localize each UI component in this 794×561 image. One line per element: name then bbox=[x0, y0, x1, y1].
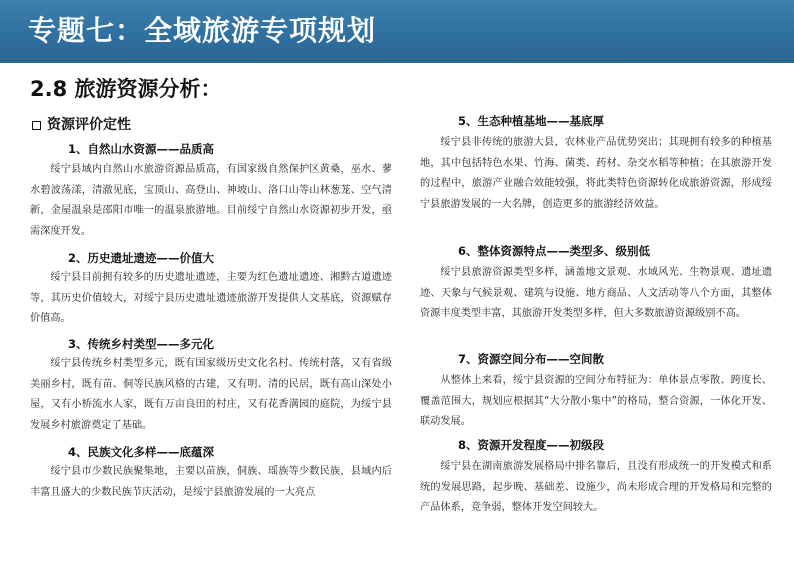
item-text-4: 绥宁县市少数民族聚集地，主要以苗族，侗族、瑶族等少数民族，县域内后丰富且盛大的少数民族节庆活动，是绥宁县旅游发展的一大亮点 bbox=[30, 466, 392, 498]
item-title-7: 7、资源空间分布——空间散 bbox=[458, 352, 605, 366]
item-title-4: 4、民族文化多样——底蕴深 bbox=[68, 445, 215, 459]
header-title: 专题七：全域旅游专项规划 bbox=[28, 14, 377, 47]
item-title-1: 1、自然山水资源——品质高 bbox=[68, 142, 215, 156]
item-text-7: 从整体上来看，绥宁县资源的空间分布特征为：单体景点零散、跨度长、覆盖范围大，规划应根据其“大分散小集中”的格局，整合资源，一体化开发、联动发展。 bbox=[420, 375, 772, 428]
subheading bbox=[32, 115, 131, 135]
header-banner bbox=[0, 0, 794, 63]
item-text-1: 绥宁县域内自然山水旅游资源品质高，有国家级自然保护区黄桑，巫水、蓼水碧波荡漾，清澈见底，宝顶山、高登山、神坡山、洛口山等山林葱茏、空气清新，金屋温泉是邵阳市唯一的温泉旅游地。目前绥宁自然山水资源初步开发，亟需深度开发。 bbox=[30, 164, 392, 237]
item-title-5: 5、生态种植基地——基底厚 bbox=[458, 114, 605, 128]
item-title-3: 3、传统乡村类型——多元化 bbox=[68, 337, 215, 351]
item-text-2: 绥宁县目前拥有较多的历史遗址遗迹，主要为红色遗址遗迹、湘黔古道遗迹等，其历史价值较大，对绥宁县历史遗址遗迹旅游开发提供人文基底，资源赋存价值高。 bbox=[30, 272, 392, 325]
item-text-8: 绥宁县在湖南旅游发展格局中排名靠后，且没有形成统一的开发模式和系统的发展思路，起步晚、基础差、设施少，尚未形成合理的开发格局和完整的产品体系，竞争弱，整体开发空间较大。 bbox=[420, 461, 772, 514]
item-title-2: 2、历史遗址遗迹——价值大 bbox=[68, 251, 215, 265]
item-title-8: 8、资源开发程度——初级段 bbox=[458, 438, 605, 452]
item-text-5: 绥宁县非传统的旅游大县，农林业产品优势突出；其现拥有较多的种植基地，其中包括特色水果、竹海、菌类、药材、杂交水稻等种植；在其旅游开发的过程中，旅游产业融合效能较强，将此类特色资源转化成旅游资源，形成绥宁县旅游发展的一大名牌，创造更多的旅游经济效益。 bbox=[420, 137, 772, 210]
item-title-6: 6、整体资源特点——类型多、级别低 bbox=[458, 244, 650, 258]
checkbox-square-icon bbox=[32, 121, 41, 130]
section-title: 2.8 旅游资源分析： bbox=[30, 77, 222, 101]
item-text-6: 绥宁县旅游资源类型多样，涵盖地文景观、水域风光、生物景观、遗址遗迹、天象与气候景观、建筑与设施、地方商品、人文活动等八个方面，其整体资源丰度类型丰富，其旅游开发类型多样，但大多数旅游资源级别不高。 bbox=[420, 267, 772, 320]
item-text-3: 绥宁县传统乡村类型多元，既有国家级历史文化名村、传统村落，又有省级美丽乡村，既有苗、侗等民族风格的古建，又有明、清的民居，既有高山深处小屋，又有小桥流水人家，既有万亩良田的村庄，又有花香满园的庭院，为绥宁县发展乡村旅游奠定了基础。 bbox=[30, 358, 392, 431]
subheading-label: 资源评价定性 bbox=[47, 117, 131, 133]
